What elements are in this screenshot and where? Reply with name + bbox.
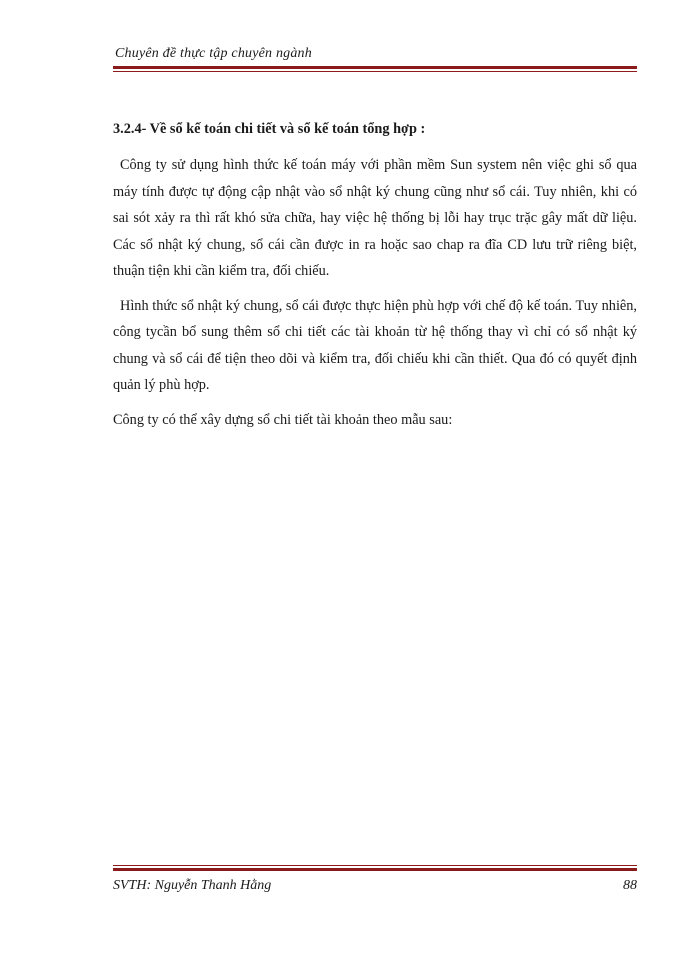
header-divider-thin-line <box>113 71 637 72</box>
page-header-title: Chuyên đề thực tập chuyên ngành <box>115 46 312 61</box>
page-number: 88 <box>623 878 637 893</box>
footer-divider-thick-line <box>113 868 637 871</box>
body-paragraph: Công ty sử dụng hình thức kế toán máy với phần mềm Sun system nên việc ghi sổ qua máy tính được tự động cập nhật vào sổ nhật ký chung cũng như sổ cái. Tuy nhiên, khi có sai sót xảy ra thì rất khó sửa chữa, hay việc hệ thống bị lỗi hay trục trặc gây mất dữ liệu. Các sổ nhật ký chung, sổ cái cần được in ra hoặc sao chap ra đĩa CD lưu trữ riêng biệt, thuận tiện khi cần kiểm tra, đối chiếu. <box>113 157 637 279</box>
body-paragraph: Hình thức sổ nhật ký chung, sổ cái được thực hiện phù hợp với chế độ kế toán. Tuy nhiên, công tycần bổ sung thêm sổ chi tiết các tài khoản từ hệ thống thay vì chỉ có sổ nhật ký chung và sổ cái để tiện theo dõi và kiểm tra, đối chiếu khi cần thiết. Qua đó có quyết định quản lý phù hợp. <box>113 297 637 393</box>
footer-divider-thin-line <box>113 865 637 866</box>
page-body <box>113 118 637 441</box>
header-divider-thick-line <box>113 66 637 69</box>
footer-author: SVTH: Nguyễn Thanh Hằng <box>113 878 272 893</box>
body-paragraph: Công ty có thể xây dựng sổ chi tiết tài khoản theo mẫu sau: <box>113 411 453 428</box>
section-heading: 3.2.4- Về sổ kế toán chi tiết và sổ kế toán tổng hợp : <box>113 121 426 137</box>
header-divider <box>113 66 637 72</box>
footer-divider <box>113 865 637 871</box>
